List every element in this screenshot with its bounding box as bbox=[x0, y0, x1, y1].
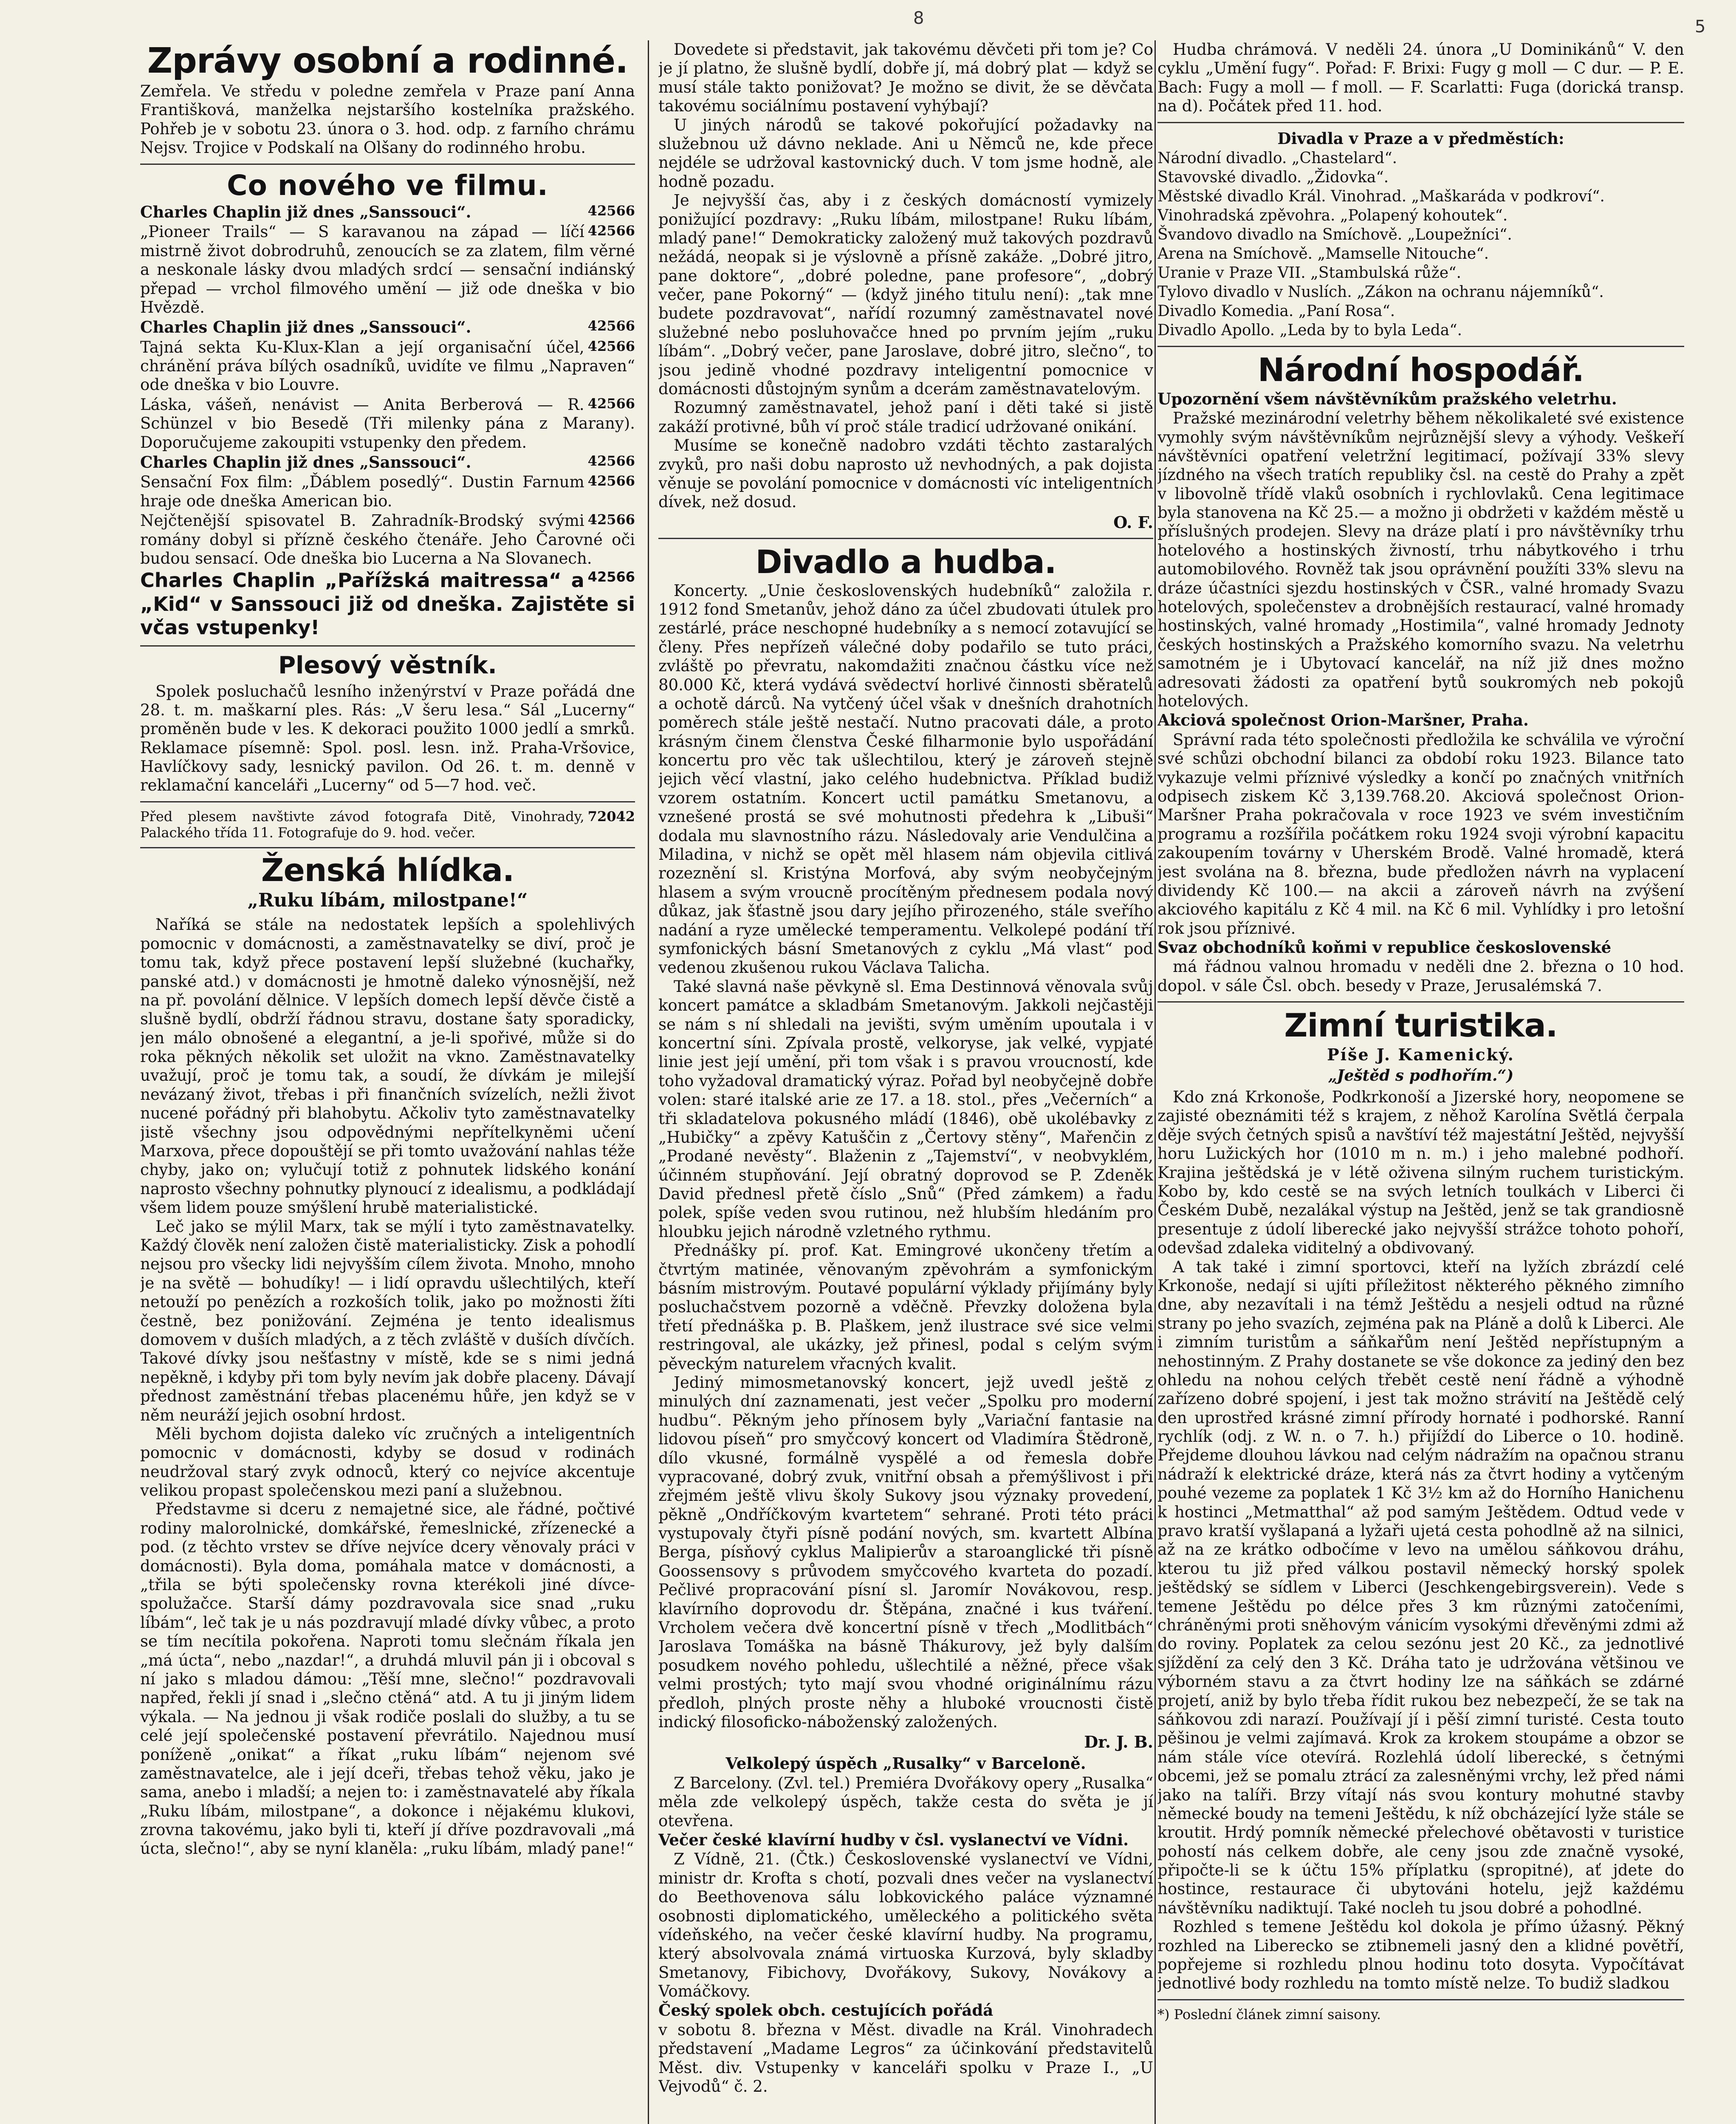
divider bbox=[1157, 1001, 1684, 1003]
column-rule-2 bbox=[1155, 40, 1156, 2124]
church-music-text: Hudba chrámová. V neděli 24. února „U Dominikánů“ V. den cyklu „Umění fugy“. Pořad: F. Brixi: Fugy g moll — C dur. — P. E. Bach: Fugy a moll — f moll. — F. Scarlatti: Fuga (dorická transp. na d). Počátek před 11. hod. bbox=[1157, 40, 1684, 116]
column-1 bbox=[140, 40, 635, 2124]
film-items bbox=[140, 203, 635, 639]
women-heading: Ženská hlídka. bbox=[261, 852, 514, 889]
page-mark-right: 5 bbox=[1695, 17, 1706, 37]
winter-byline: Píše J. Kamenický. bbox=[1327, 1045, 1515, 1065]
economy-item-text: má řádnou valnou hromadu v neděli dne 2. března o 10 hod. dopol. v sále Čsl. obch. besedy v Praze, Jerusalémská 7. bbox=[1157, 957, 1684, 995]
economy-heading: Národní hospodář. bbox=[1258, 350, 1584, 389]
theatre-paragraph: Přednášky pí. prof. Kat. Emingrové ukončeny třetím a čtvrtým matinée, věnovaným zpěvohrám a symfonickým básním mistrovým. Poutavé populární výklady přijímány byly posluchačstvem pozorně a vděčně. Převzky doložena byla třetí přednáška p. B. Plaškem, jenž ilustrace své sice velmi restringoval, ale ukázky, jež přinesl, podal s celým svým pěveckým naturelem vřacných kvalit. bbox=[658, 1241, 1153, 1373]
divider bbox=[1157, 122, 1684, 123]
ad-code: 72042 bbox=[587, 808, 635, 825]
ad-code: 42566 bbox=[587, 318, 635, 334]
ad-code: 42566 bbox=[587, 473, 635, 489]
ad-code: 42566 bbox=[587, 338, 635, 354]
ad-code: 42566 bbox=[587, 569, 635, 585]
winter-paragraph: Rozhled s temene Ještědu kol dokola je přímo úžasný. Pěkný rozhled na Liberecko se ztibnemeli jasný den a klidné povětří, popřejeme si rozhledu plnou hodinu toto dosyta. Vypočítávat jednotlivé body rozhledu na tomto místě nelze. To budiž sladkou bbox=[1157, 1918, 1684, 1993]
women-paragraph: Představme si dceru z nemajetné sice, ale řádné, počtivé rodiny malorolnické, domkářské, řemeslnické, zřízenecké a pod. (z těchto vrstev se dříve nejvíce dcery věnovaly práci v domácnosti). Byla doma, pomáhala matce v domácnosti, a „třila se býti společensky rovna kterékoli jiné dívce-spolužačce. Starší dámy pozdravovala sice snad „ruku líbám“, leč tak je u nás pozdravují mladé dívky vůbec, a proto se tím necítila pokořena. Naproti tomu slečnám říkala jen „má úcta“, nebo „nazdar!“, a druhdá mluvil pán ji i obcoval s ní jako s mladou dámou: „Těší mne, slečno!“ pozdravovali napřed, řekli jí snad i „slečno ctěná“ atd. A tu ji jiným lidem výkala. — Na jednou ji však rodiče poslali do služby, a tu se celé její společenské postavení převrátilo. Najednou musí poníženě „onikat“ a říkat „ruku líbám“ nejenom své zaměstnavatelce, ale i její dceři, třebas tehož věku, jako je sama, anebo i mladší; a nejen to: i zaměstnavatelé aby říkala „Ruku líbám, milostpane“, a dokonce i nějakému klukovi, zrovna takovému, jako byli ti, kteří jí dříve pozdravovali „má úcta, slečno!“, aby se nyní klaněla: „ruku líbám, mladý pane!“ bbox=[140, 1500, 635, 1858]
winter-paragraph: Kdo zná Krkonoše, Podkrkonoší a Jizerské hory, neopomene se zajisté obeznámiti též s krajem, z něhož Karolína Světlá čerpala děje svých četných spisů a navštíví též majestátní Ještěd, nejvyšší horu Lužických hor (1010 m n. m.) i jeho malebné podhoří. Krajina ještědská je v létě oživena silným ruchem turistickým. Kobo by, kdo cestě se na svých letních toulkách v Liberci či Českém Dubě, nezalákal výstup na Ještěd, jenž se tak grandiosně presentuje z údolí liberecké jako nejvyšší strážce tohoto pohoří, odevšad zdaleka viditelný a obdivovaný. bbox=[1157, 1088, 1684, 1257]
theatre-paragraph: Také slavná naše pěvkyně sl. Ema Destinnová věnovala svůj koncert památce a skladbám Smetanovým. Jakkoli nejčastěji se nám s ní shledali na jevišti, svým uměním upoutala i v koncertní síni. Zpívala prostě, velkoryse, jak velké, vypjaté linie jest její umění, při tom však i s pravou vroucností, kde toho vyžadoval dramatický výraz. Pořad byl neobyčejně dobře volen: staré italské arie ze 17. a 18. stol., přes „Večerních“ a tři skladatelova pokusného mládí (1846), obě ukolébavky z „Hubičky“ a zpěvy Katuščin z „Čertovy stěny“, Mařenčin z „Prodané nevěsty“. Blaženin z „Tajemství“, v neobvyklém, účinném stupňování. Její obratný doprovod se P. Zdeněk David přednesl přetě číslo „Snů“ (Před zámkem) a řadu polek, spíše veden svou rutinou, než hlubším hledáním pro hloubku jejich národně vzletného rythmu. bbox=[658, 977, 1153, 1241]
ball-heading: Plesový věstník. bbox=[278, 651, 497, 679]
column-3 bbox=[1157, 40, 1684, 2124]
film-item: 42566 Charles Chaplin již dnes „Sanssouci“. bbox=[140, 202, 635, 221]
divider bbox=[1157, 1999, 1684, 2000]
personal-news-text: Zemřela. Ve středu v poledne zemřela v Praze paní Anna Františková, manželka nejstaršího kostelníka pražského. Pohřeb je v sobotu 23. února o 3. hod. odp. z farního chrámu Nejsv. Trojice v Podskalí na Olšany do rodinného hrobu. bbox=[140, 82, 635, 157]
winter-dedication: „Ještěd s podhořím.“) bbox=[1328, 1067, 1514, 1085]
photo-ad: 72042 Před plesem navštivte závod fotografa Ditě, Vinohrady, Palackého třída 11. Fotografuje do 9. hod. večer. bbox=[140, 808, 635, 841]
theatre-listing: Tylovo divadlo v Nuslích. „Zákon na ochranu nájemníků“. bbox=[1157, 283, 1604, 301]
economy-item-heading: Upozornění všem návštěvníkům pražského veletrhu. bbox=[1157, 389, 1617, 408]
women-paragraph: Naříká se stále na nedostatek lepších a spolehlivých pomocnic v domácnosti, a zaměstnavatelky se diví, proč je tomu tak, když přece postavení lepší služebné (kuchařky, panské atd.) v domácnosti je hmotně daleko výnosnější, než na př. povolání dělnice. V lepších domech lepší děvče čistě a slušně bydlí, obdrží řádnou stravu, dostane šaty sporadicky, jen málo obnošené a elegantní, a je-li spořivé, může si do roka pěkných několik set uložit na vkno. Zaměstnavatelky uvažují, proč je tomu tak, a soudí, že dívkám je milejší nevázaný život, třebas i při finančních svízelích, nežli život nucené pořádný při blahobytu. Ačkoliv tyto zaměstnavatelky jistě všechny jsou odpovědnými nepřítelkyněmi učení Marxova, přece dopouštějí se při tomto uvažování nahlas téže chyby, jako on; vylučují totiž z pohnutek lidského konání naprosto všechny pohnutky plynoucí z idealismu, a podkládají všem lidem pouze smýšlení hrubě materialistické. bbox=[140, 915, 635, 1217]
women-paragraph: Měli bychom dojista daleko víc zručných a inteligentních pomocnic v domácnosti, kdyby se dosud v rodinách neudržoval starý zvyk odnoců, který co nejvíce akcentuje velikou propast společenskou mezi paní a služebnou. bbox=[140, 1424, 635, 1500]
rusalka-heading: Velkolepý úspěch „Rusalky“ v Barceloně. bbox=[725, 1754, 1086, 1773]
travel-text: v sobotu 8. března v Měst. divadle na Král. Vinohradech představení „Madame Legros“ za účinkování představitelů Měst. div. Vstupenky v kanceláři spolku v Praze I., „U Vejvodů“ č. 2. bbox=[658, 2020, 1153, 2096]
theatre-paragraph: Koncerty. „Unie československých hudebníků“ založila r. 1912 fond Smetanův, jehož dáno za účel zbudovati útulek pro zestárlé, práce neschopné hudebníky a s nemocí zotavující se členy. Přes nepřízeň válečné doby podařilo se tuto práci, zvláště po převratu, nakomdažiti značnou částku více než 80.000 Kč, která vydává svědectví horlivé činnosti sběratelů a ochotě dárců. Na vytčený účel však v dnešních drahotních poměrech stále ještě nestačí. Nutno pracovati dále, a proto krásným činem členstva České filharmonie bylo uspořádání koncertu pro věc tak ušlechtilou, který je zároveň stejně jejich věcí vlastní, jako celého hudebnictva. Příklad budiž vzorem ostatním. Koncert uctil památku Smetanovu, a vznešené prostá se své mohutnosti předehra k „Libuši“ dodala mu slavnostního rázu. Následovaly arie Vendulčina a Miladina, v nichž se opět měl hlasem nám objevila citlivá rozeznění sl. Kristýna Morfová, aby svým neobyčejným hlasem a svým vroucně procítěným přednesem podala nový důkaz, jak šťastně jsou dary jejího přirozeného, stále sveřího nadání a ryze umělecké temperamentu. Velkolepé podání tří symfonických básní Smetanových z cyklu „Má vlast“ pod vedenou zkušenou rukou Václava Talicha. bbox=[658, 581, 1153, 977]
ad-code: 42566 bbox=[587, 395, 635, 412]
women-signature: O. F. bbox=[1113, 512, 1153, 532]
economy-item-heading: Svaz obchodníků koňmi v republice československé bbox=[1157, 938, 1612, 957]
travel-heading: Český spolek obch. cestujících pořádá bbox=[658, 2001, 994, 2020]
winter-paragraph: A tak také i zimní sportovci, kteří na lyžích zbrázdí celé Krkonoše, nedají si ujíti příležitost některého pěkného zimního dne, aby nezavítali i na témž Ještědu a nesjeli odtud na různé strany po jeho svazích, zejména pak na Pláně a dolů k Liberci. Ale i zimním turistům a sáňkařům není Ještěd nepřístupným a nehostinným. Z Prahy dostanete se vše dokonce za jediný den bez ohledu na nohou celých třebět cestě není řádně a výhodně zařízeno dobré spojení, i jest tak možno strávití na Ještědě celý den uprostřed krásné zimní přírody hornaté i podhorské. Ranní rychlík (odj. z W. n. o 7. h.) přijíždí do Liberce o 10. hodině. Přejdeme dlouhou lávkou nad celým nádražím na opačnou stranu nádraží k elektrické dráze, která nás za čtvrt hodiny a vytčeným pouhé vezeme za poplatek 1 Kč 3½ km až do Horního Hanichenu k hostinci „Metmatthal“ až pod samým Ještědem. Odtud vede v pravo kratší vyšlapaná a lyžaři ujetá cesta pohodlně až na silnici, až na ze krátko odbočíme v levo na umělou sáňkovou dráhu, kterou tu již před válkou postavil německý horský spolek ještědský se sídlem v Liberci (Jeschkengebirgsverein). Vede s temene Ještědu po délce přes 3 km různými zatočeními, chráněnými proti sněhovým vánicím vysokými dřevěnými zdmi až do roviny. Poplatek za celou sezónu jest 20 Kč., za jednotlivé sjíždění za celý den 3 Kč. Dráha tato je udržována většinou ve výborném stavu a za čtvrt hodiny lze na sáňkách se zdárné projetí, aniž by bylo třeba řídit rukou bez nebezpečí, že se tak na sáňkovou zdi narazí. Používají jí i pěší zimní turisté. Cesta touto pěšinou je velmi zajímavá. Krok za krokem stoupáme a obzor se nám stále více otevírá. Rozlehlá údolí liberecké, s četnými obcemi, jež se pomalu ztrácí za zalesněnými vrchy, lež před námi jako na talíři. Brzy vítají nás svou kontury mohutné stavby německé boudy na temeni Ještědu, k níž obcházející lyže stále se kroutit. Hrdý pomník německé přelechové obětavosti v turistice pohostí nás celkem dobře, ale ceny jsou zde značně vysoké, připočte-li se k účtu 15% příplatku (spropitné), ať jdete do hostince, restaurace či ubytováni hotelu, jejž každému návštěvníku nadiktují. Také nocleh tu jsou dobré a pohodlné. bbox=[1157, 1257, 1684, 1917]
ad-code: 42566 bbox=[587, 202, 635, 219]
women-cont-paragraph: U jiných národů se takové pokořující požadavky na služebnou už dávno neklade. Ani u Němců ne, kde přece nejdéle se udržoval kastovnický duch. V tom jsme hodně, ale hodně pozadu. bbox=[658, 116, 1153, 191]
film-item: 42566 Nejčtenější spisovatel B. Zahradník-Brodský svými romány dobyl si přízně českého čtenáře. Jeho Čarovné oči budou sensací. Ode dneška bio Lucerna a Na Slovanech. bbox=[140, 511, 635, 568]
theatre-listing: Stavovské divadlo. „Židovka“. bbox=[1157, 168, 1389, 186]
women-cont-paragraph: Dovedete si představit, jak takovému děvčeti při tom je? Co je jí platno, že slušně bydlí, dobře jí, má dobrý plat — když se musí stále takto ponižovat? Je možno se divit, že se děvčata takovému sociálnímu postavení vyhýbají? bbox=[658, 40, 1153, 116]
theatre-music-heading: Divadlo a hudba. bbox=[755, 542, 1056, 581]
divider bbox=[140, 645, 635, 647]
theatre-listing: Švandovo divadlo na Smíchově. „Loupežníci“. bbox=[1157, 226, 1512, 243]
theatre-listing: Uranie v Praze VII. „Stambulská růže“. bbox=[1157, 264, 1462, 282]
winter-tourism-heading: Zimní turistika. bbox=[1284, 1006, 1558, 1045]
film-item: 42566 Charles Chaplin již dnes „Sanssouci“. bbox=[140, 318, 635, 337]
film-item: 42566 Tajná sekta Ku-Klux-Klan a její organisační účel, chránění práva bílých osadníků, uvidíte ve filmu „Napraven“ ode dneška v bio Louvre. bbox=[140, 338, 635, 394]
vienna-heading: Večer české klavírní hudby v čsl. vyslanectví ve Vídni. bbox=[658, 1830, 1129, 1849]
film-item: 42566 Láska, vášeň, nenávist — Anita Berberová — R. Schünzel v bio Besedě (Tři milenky pána z Marany). Doporučujeme zakoupiti vstupenky den předem. bbox=[140, 395, 635, 452]
column-rule-1 bbox=[648, 40, 649, 2124]
divider bbox=[140, 801, 635, 802]
divider bbox=[658, 538, 1153, 539]
film-news-heading: Co nového ve filmu. bbox=[227, 169, 548, 202]
theatre-listing: Arena na Smíchově. „Mamselle Nitouche“. bbox=[1157, 245, 1489, 263]
chaplin-ad: 42566 Charles Chaplin „Pařížská maitressa“ a „Kid“ v Sanssouci již od dneška. Zajistěte si včas vstupenky! bbox=[140, 569, 635, 639]
theatre-listing: Městské divadlo Král. Vinohrad. „Maškaráda v podkroví“. bbox=[1157, 187, 1605, 205]
winter-footnote: *) Poslední článek zimní saisony. bbox=[1157, 2006, 1381, 2022]
theatres-heading: Divadla v Praze a v předměstích: bbox=[1277, 129, 1564, 148]
personal-news-heading: Zprávy osobní a rodinné. bbox=[147, 41, 628, 81]
divider bbox=[140, 164, 635, 165]
theatre-listing: Národní divadlo. „Chastelard“. bbox=[1157, 149, 1397, 167]
women-cont-paragraph: Musíme se konečně nadobro vzdáti těchto zastaralých zvyků, pro naši dobu naprosto už nevhodných, a pak dojista věnuje se povolání pomocnice v domácnosti víc inteligentních dívek, než dosud. bbox=[658, 436, 1153, 511]
women-cont-paragraph: Rozumný zaměstnavatel, jehož paní i děti také si jistě zakáží protivné, bůh ví proč stále tradicí udržované onikání. bbox=[658, 398, 1153, 436]
page-mark-center: 8 bbox=[913, 8, 924, 28]
economy-item-text: Pražské mezinárodní veletrhy během několikaleté své existence vymohly svým návštěvníkům nejrůznější slevy a výhody. Veškeří návštěvníci opatření veletržní legitimací, požívají 33% slevy jízdného na všech tratích republiky čsl. na cestě do Prahy a zpět v libovolně třídě vlaků osobních i rychlovlaků. Cena legitimace byla stanovena na Kč 25.— a možno ji obdržeti v každém městě u příslušných prodejen. Slevy na dráze platí i pro návštěvníky trhu hotelového a hostinských živností, trhu nábytkového i trhu automobilového. Rovněž tak jsou oprávnění použíti 33% slevu na dráze účastníci sjezdu hostinských v ČSR., valné hromady Svazu hotelových, společenstev a drobnějších restaurací, valné hromady hostinských, valné hromady „Hostimila“, valné hromady Jednoty českých hostinských a Pražského komorního svazu. Na veletrhu samotném je i Ubytovací kancelář, na níž již dnes možno adresovati žádosti za opatření bytů soukromých neb pokojů hotelových. bbox=[1157, 409, 1684, 710]
economy-item-text: Správní rada této společnosti předložila ke schválila ve výroční své schůzi obchodní bilanci za období roku 1923. Bilance tato vykazuje velmi příznivé výsledky a končí po značných vnitřních odpisech ziskem Kč 3,139.768.20. Akciová společnost Orion-Maršner Praha pokračovala v roce 1923 ve svém investičním programu a rozšířila počátkem roku 1924 svoji výrobní kapacitu zakoupením továrny v Uherském Brodě. Valné hromadě, která jest svolána na 8. března, bude předložen návrh na vyplacení dividendy Kč 100.— na akcii a zároveň návrh na zvýšení akciového kapitálu z Kč 4 mil. na Kč 6 mil. Vyhlídky i pro letošní rok jsou příznivé. bbox=[1157, 730, 1684, 938]
rusalka-text: Z Barcelony. (Zvl. tel.) Premiéra Dvořákovy opery „Rusalka“ měla zde velkolepý úspěch, takže cesta do světa je jí otevřena. bbox=[658, 1774, 1153, 1830]
theatre-paragraph: Jediný mimosmetanovský koncert, jejž uvedl ještě z minulých dní zaznamenati, jest večer „Spolku pro moderní hudbu“. Pěkným jeho přínosem byly „Variační fantasie na lidovou píseň“ pro smyčcový koncert od Vladimíra Štědroně, dílo vkusné, formálně vyspělé a od řemesla dobře vypracované, dobrý zvuk, vnitřní obsah a přemýšlivost i při zřejmém ještě vlivu školy Sukovy jsou význaky provedení, pěkně „Ondříčkovým kvartetem“ sehrané. Proti této práci vystupovaly čtyři písně podání nových, sm. kvartett Albína Berga, písňový cyklus Malipierův a staroanglické tři písně Goossensovy s průvodem smyčcového kvarteta do pozadí. Pečlivé propracování písní sl. Jaromír Novákovou, resp. klavírního doprovodu dr. Štěpána, značné i kus tváření. Vrcholem večera dvě koncertní písně v třech „Modlitbách“ Jaroslava Tomáška na básně Thákurovy, jež byly dalším posudkem nového pohledu, ušlechtilé a něžné, přece však velmi prostých; tyto mají svou vhodné originálnímu rázu předloh, plných proste něhy a hluboké vroucnosti čistě indický filosoficko-náboženský založených. bbox=[658, 1373, 1153, 1731]
divider bbox=[1157, 346, 1684, 347]
economy-item-heading: Akciová společnost Orion-Maršner, Praha. bbox=[1157, 711, 1529, 730]
column-2 bbox=[658, 40, 1153, 2124]
film-item: 42566 Charles Chaplin již dnes „Sanssouci“. bbox=[140, 453, 635, 472]
ball-text: Spolek posluchačů lesního inženýrství v Praze pořádá dne 28. t. m. maškarní ples. Rás: „V šeru lesa.“ Sál „Lucerny“ proměněn bude v les. K dekoraci použito 1000 jedlí a smrků. Reklamace písemně: Spol. posl. lesn. inž. Praha-Vršovice, Havlíčkovy sady, lesnický pavilon. Od 26. t. m. denně v reklamační kanceláři „Lucerny“ od 5—7 hod. več. bbox=[140, 682, 635, 795]
film-item: 42566 „Pioneer Trails“ — S karavanou na západ — líčí mistrně život dobrodruhů, zenoucích se za zlatem, film věrné a neskonale lásky dvou mladých srdcí — sensační indiánský přepad — vrchol filmového umění — již ode dneška v bio Hvězdě. bbox=[140, 223, 635, 316]
women-subtitle: „Ruku líbám, milostpane!“ bbox=[247, 890, 528, 912]
ad-code: 42566 bbox=[587, 453, 635, 469]
theatre-listing: Divadlo Komedia. „Paní Rosa“. bbox=[1157, 302, 1395, 320]
women-paragraph: Leč jako se mýlil Marx, tak se mýlí i tyto zaměstnavatelky. Každý člověk není založen čistě materialisticky. Zisk a pohodlí nejsou pro všecky lidi nejvyšším cílem života. Mnoho, mnoho je na světě — bohudíky! — i lidí opravdu ušlechtilých, kteří netouží po penězích a rozkoších tolik, jako po možnosti žíti čestně, bez ponižování. Zejména je tento idealismus domovem v duších mladých, a z těch zvláště v duších dívčích. Takové dívky jsou nešťastny v místě, kde se s nimi jedná nepěkně, i kdyby při tom byly nevím jak dobře placeny. Dávají přednost zaměstnání třebas placenému hůře, jen když se v něm neuráží jejich osobní hrdost. bbox=[140, 1217, 635, 1424]
theatre-listing: Vinohradská zpěvohra. „Polapený kohoutek“. bbox=[1157, 206, 1508, 224]
women-cont-paragraph: Je nejvyšší čas, aby i z českých domácností vymizely ponižující pozdravy: „Ruku líbám, milostpane! Ruku líbám, mladý pane!“ Demokraticky založený muž takových pozdravů nežádá, neopak si je výslovně a přísně zakáže. „Dobré jitro, pane doktore“, „dobré poledne, pane profesore“, „dobrý večer, pane Pokorný“ — (když jiného titulu není): „tak mne budete pozdravovat“, nařídí rozumný zaměstnavatel nové služebné nebo posluhovačce hned po prvním jejím „ruku líbám“. „Dobrý večer, pane Jaroslave, dobré jitro, slečno“, to jsou jedině vhodné pozdravy inteligentní pomocnice v domácnosti důstojným synům a dcerám zaměstnavatelovým. bbox=[658, 191, 1153, 398]
vienna-text: Z Vídně, 21. (Čtk.) Československé vyslanectví ve Vídni, ministr dr. Krofta s chotí, pozvali dnes večer na vyslanectví do Beethovenova sálu lobkovického paláce významné osobnosti diplomatického, uměleckého a politického světa vídeňského, na večer české klavírní hudby. Na programu, který absolvovala známá virtuoska Kurzová, byly skladby Smetanovy, Fibichovy, Dvořákovy, Sukovy, Novákovy a Vomáčkovy. bbox=[658, 1850, 1153, 2001]
ad-code: 42566 bbox=[587, 223, 635, 239]
ad-code: 42566 bbox=[587, 511, 635, 528]
divider bbox=[140, 847, 635, 848]
film-item: 42566 Sensační Fox film: „Ďáblem posedlý“. Dustin Farnum hraje ode dneška American bio. bbox=[140, 473, 635, 510]
theatre-signature: Dr. J. B. bbox=[1084, 1732, 1153, 1752]
theatre-listing: Divadlo Apollo. „Leda by to byla Leda“. bbox=[1157, 321, 1462, 339]
